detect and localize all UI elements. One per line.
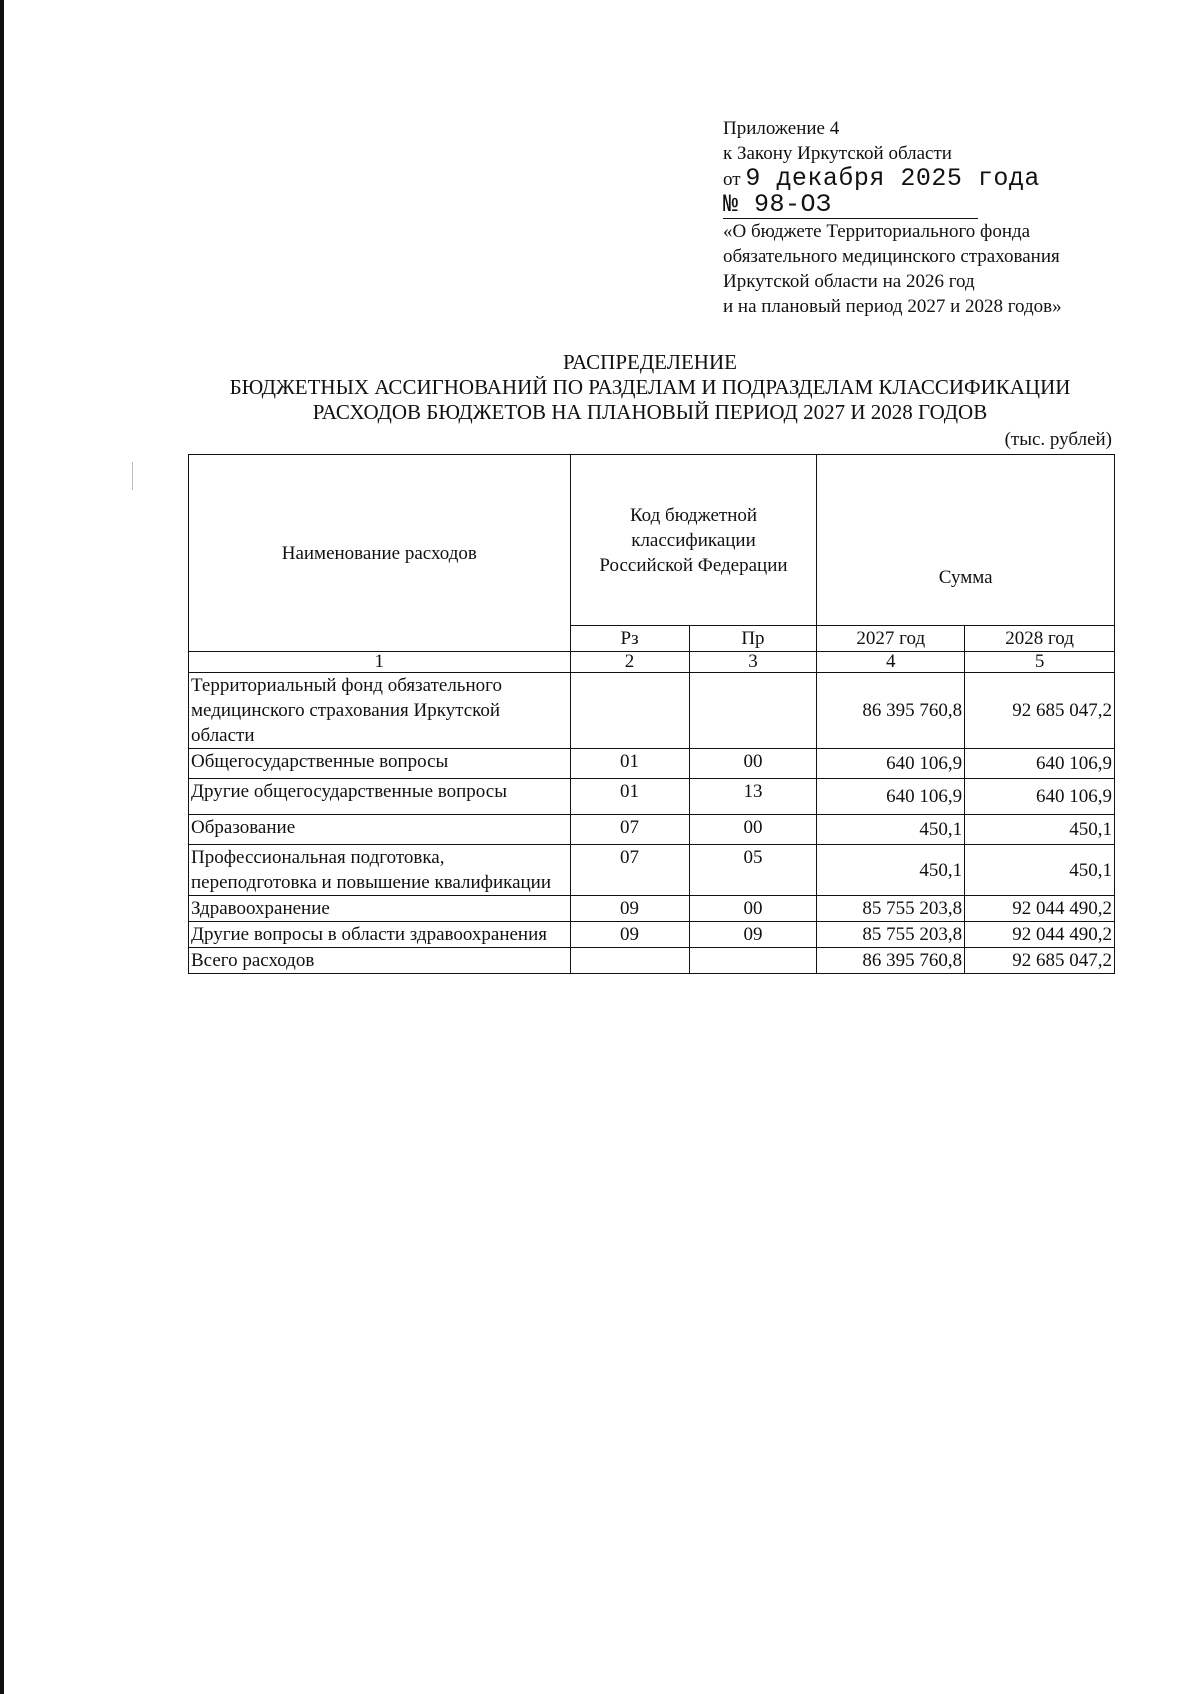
table-row bbox=[189, 749, 1115, 779]
row-pr: 09 bbox=[689, 922, 817, 948]
row-pr: 00 bbox=[689, 896, 817, 922]
table-row bbox=[189, 815, 1115, 845]
law-date-line bbox=[723, 166, 1163, 192]
column-index: 3 bbox=[689, 652, 817, 673]
row-2028: 92 685 047,2 bbox=[965, 948, 1115, 974]
row-pr: 05 bbox=[689, 845, 817, 896]
row-pr bbox=[689, 673, 817, 749]
table-row bbox=[189, 922, 1115, 948]
subject-line: «О бюджете Территориального фонда bbox=[723, 221, 1031, 242]
header-row bbox=[189, 455, 1115, 626]
row-name: Другие общегосударственные вопросы bbox=[189, 779, 571, 815]
column-index-row bbox=[189, 652, 1115, 673]
header-sum: Сумма bbox=[817, 455, 1115, 626]
row-2027: 450,1 bbox=[817, 815, 965, 845]
title-line: БЮДЖЕТНЫХ АССИГНОВАНИЙ ПО РАЗДЕЛАМ И ПОДРАЗДЕЛАМ КЛАССИФИКАЦИИ bbox=[229, 375, 1071, 399]
law-number-line bbox=[723, 192, 978, 219]
row-rz: 09 bbox=[570, 922, 689, 948]
row-rz bbox=[570, 948, 689, 974]
law-date: 9 декабря 2025 года bbox=[745, 164, 1040, 193]
header-pr: Пр bbox=[689, 626, 817, 652]
table-row-total bbox=[189, 948, 1115, 974]
row-pr bbox=[689, 948, 817, 974]
column-index: 1 bbox=[189, 652, 571, 673]
budget-table bbox=[188, 454, 1115, 974]
row-2028: 92 044 490,2 bbox=[965, 896, 1115, 922]
row-2027: 85 755 203,8 bbox=[817, 896, 965, 922]
row-2027: 86 395 760,8 bbox=[817, 948, 965, 974]
title-line: РАСХОДОВ БЮДЖЕТОВ НА ПЛАНОВЫЙ ПЕРИОД 2027 И 2028 ГОДОВ bbox=[312, 400, 988, 424]
subject-line: Иркутской области на 2026 год bbox=[723, 271, 975, 292]
row-pr: 13 bbox=[689, 779, 817, 815]
row-name: Всего расходов bbox=[189, 948, 571, 974]
row-pr: 00 bbox=[689, 815, 817, 845]
subject-line: обязательного медицинского страхования bbox=[723, 246, 1060, 267]
header-rz: Рз bbox=[570, 626, 689, 652]
table-row bbox=[189, 673, 1115, 749]
column-index: 2 bbox=[570, 652, 689, 673]
row-name: Образование bbox=[189, 815, 571, 845]
row-rz bbox=[570, 673, 689, 749]
table-row bbox=[189, 779, 1115, 815]
row-name: Общегосударственные вопросы bbox=[189, 749, 571, 779]
table-row bbox=[189, 845, 1115, 896]
column-index: 5 bbox=[965, 652, 1115, 673]
units-label: (тыс. рублей) bbox=[1004, 429, 1112, 450]
row-2028: 92 044 490,2 bbox=[965, 922, 1115, 948]
column-index: 4 bbox=[817, 652, 965, 673]
law-reference: к Закону Иркутской области bbox=[723, 143, 952, 164]
row-2028: 450,1 bbox=[965, 845, 1115, 896]
document-title bbox=[140, 350, 1160, 425]
row-rz: 07 bbox=[570, 815, 689, 845]
row-rz: 07 bbox=[570, 845, 689, 896]
row-2027: 640 106,9 bbox=[817, 749, 965, 779]
document-header bbox=[723, 116, 1163, 319]
row-2027: 640 106,9 bbox=[817, 779, 965, 815]
subject-line: и на плановый период 2027 и 2028 годов» bbox=[723, 296, 1062, 317]
row-2028: 640 106,9 bbox=[965, 779, 1115, 815]
row-2027: 86 395 760,8 bbox=[817, 673, 965, 749]
scan-edge bbox=[0, 0, 4, 1694]
row-name: Здравоохранение bbox=[189, 896, 571, 922]
table-row bbox=[189, 896, 1115, 922]
row-2028: 92 685 047,2 bbox=[965, 673, 1115, 749]
row-rz: 01 bbox=[570, 749, 689, 779]
scan-mark bbox=[132, 462, 133, 490]
law-number: № 98-ОЗ bbox=[723, 190, 832, 219]
header-2027: 2027 год bbox=[817, 626, 965, 652]
row-rz: 09 bbox=[570, 896, 689, 922]
row-2027: 450,1 bbox=[817, 845, 965, 896]
appendix-label: Приложение 4 bbox=[723, 118, 840, 139]
row-name: Территориальный фонд обязательного медицинского страхования Иркутской области bbox=[189, 673, 571, 749]
row-pr: 00 bbox=[689, 749, 817, 779]
header-2028: 2028 год bbox=[965, 626, 1115, 652]
row-rz: 01 bbox=[570, 779, 689, 815]
row-2028: 450,1 bbox=[965, 815, 1115, 845]
row-name: Другие вопросы в области здравоохранения bbox=[189, 922, 571, 948]
row-2028: 640 106,9 bbox=[965, 749, 1115, 779]
header-code: Код бюджетной классификации Российской Федерации bbox=[570, 455, 817, 626]
row-2027: 85 755 203,8 bbox=[817, 922, 965, 948]
header-name: Наименование расходов bbox=[189, 455, 571, 652]
row-name: Профессиональная подготовка, переподготовка и повышение квалификации bbox=[189, 845, 571, 896]
date-prefix: от bbox=[723, 169, 741, 190]
title-line: РАСПРЕДЕЛЕНИЕ bbox=[563, 350, 737, 374]
